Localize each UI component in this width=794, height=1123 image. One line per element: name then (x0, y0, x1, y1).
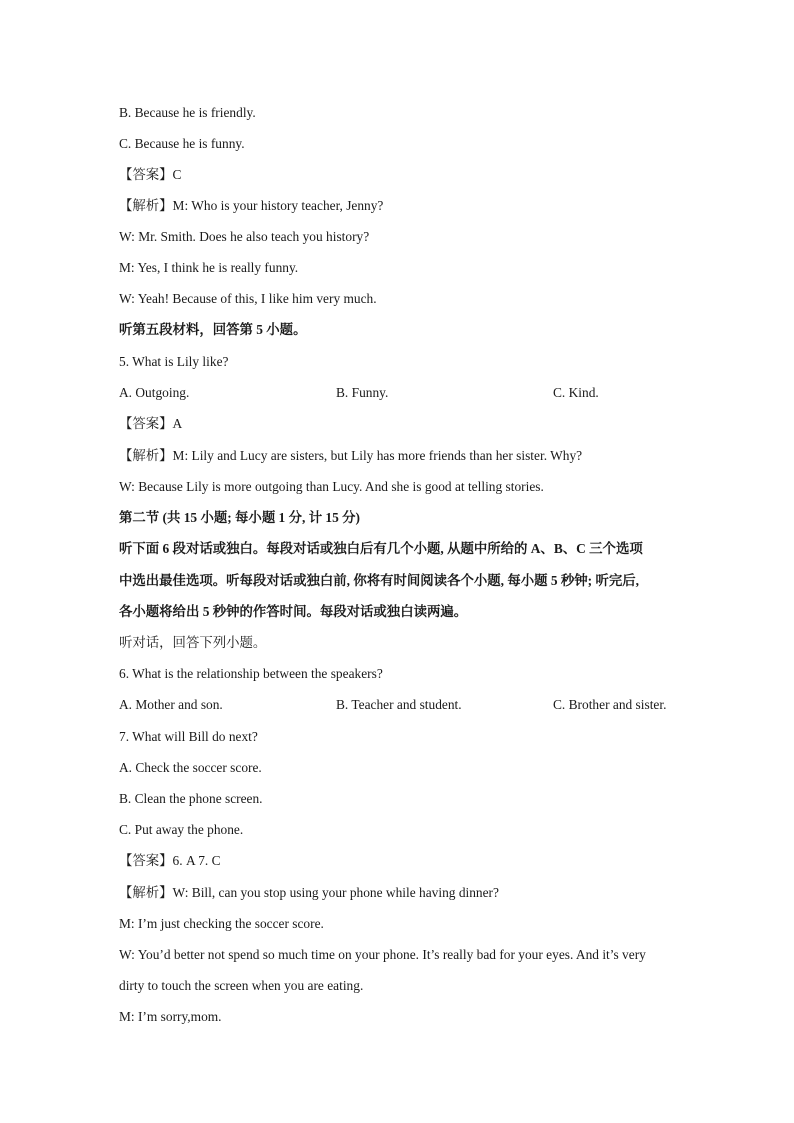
option-b-q6: B. Teacher and student. (336, 697, 462, 712)
part2-heading: 第二节 (共 15 小题; 每小题 1 分, 计 15 分) (119, 510, 361, 525)
question-7: 7. What will Bill do next? (119, 729, 258, 744)
question-5: 5. What is Lily like? (119, 354, 229, 369)
option-b-q5: B. Funny. (336, 385, 389, 400)
analysis-q6-line3: W: You’d better not spend so much time on your phone. It’s really bad for your eyes. And it’s very (119, 947, 646, 962)
part2-instruction-line1: 听下面 6 段对话或独白。每段对话或独白后有几个小题, 从题中所给的 A、B、C 三个选项 (119, 541, 643, 556)
option-c-q6: C. Brother and sister. (553, 697, 667, 712)
part2-instruction-line2: 中选出最佳选项。听每段对话或独白前, 你将有时间阅读各个小题, 每小题 5 秒钟; 听完后, (119, 573, 639, 588)
option-b-q7: B. Clean the phone screen. (119, 791, 263, 806)
analysis-q6-line5: M: I’m sorry,mom. (119, 1009, 222, 1024)
analysis-q6-line2: M: I’m just checking the soccer score. (119, 916, 324, 931)
section5-instruction: 听第五段材料，回答第 5 小题。 (119, 322, 307, 337)
analysis-q6-line1: 【解析】W: Bill, can you stop using your phone while having dinner? (119, 885, 499, 900)
analysis-q4-line4: W: Yeah! Because of this, I like him very much. (119, 291, 377, 306)
option-c-q5: C. Kind. (553, 385, 599, 400)
analysis-q6-line4: dirty to touch the screen when you are eating. (119, 978, 364, 993)
option-c-q4: C. Because he is funny. (119, 136, 245, 151)
analysis-q4-line2: W: Mr. Smith. Does he also teach you history? (119, 229, 370, 244)
analysis-q5-line2: W: Because Lily is more outgoing than Lucy. And she is good at telling stories. (119, 479, 544, 494)
analysis-q5-line1: 【解析】M: Lily and Lucy are sisters, but Lily has more friends than her sister. Why? (119, 448, 583, 463)
answer-q5: 【答案】A (119, 416, 183, 431)
analysis-q4-line3: M: Yes, I think he is really funny. (119, 260, 299, 275)
answer-q4: 【答案】C (119, 167, 182, 182)
answer-q6-q7: 【答案】6. A 7. C (119, 853, 221, 868)
option-a-q5: A. Outgoing. (119, 385, 190, 400)
part2-instruction-line3: 各小题将给出 5 秒钟的作答时间。每段对话或独白读两遍。 (119, 604, 468, 619)
dialogue-instruction: 听对话，回答下列小题。 (119, 635, 267, 650)
option-b-q4: B. Because he is friendly. (119, 105, 256, 120)
option-a-q7: A. Check the soccer score. (119, 760, 262, 775)
analysis-q4-line1: 【解析】M: Who is your history teacher, Jenny? (119, 198, 384, 213)
question-6: 6. What is the relationship between the speakers? (119, 666, 383, 681)
option-a-q6: A. Mother and son. (119, 697, 223, 712)
option-c-q7: C. Put away the phone. (119, 822, 244, 837)
